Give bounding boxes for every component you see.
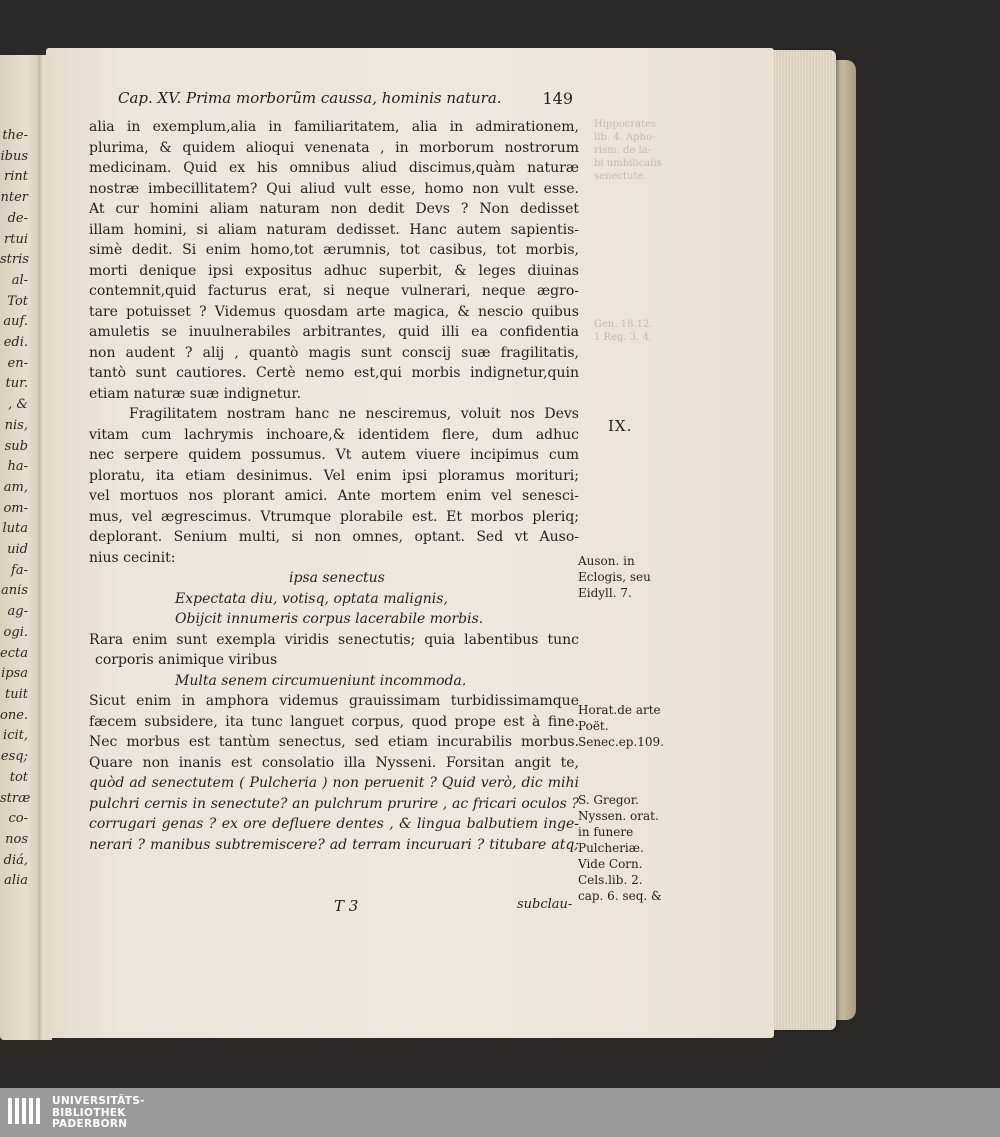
left-fragment: auf.	[3, 314, 28, 330]
text-line: alia in exemplum,alia in familiaritatem, alia in admirationem,	[89, 119, 579, 135]
text-line: illam homini, si aliam naturam dedisset. Hanc autem sapientis-	[89, 221, 579, 238]
verse-line: Multa senem circumueniunt incommoda.	[175, 672, 467, 689]
text-line: corrugari genas ? ex ore defluere dentes , & lingua balbutiem inge-	[89, 816, 579, 832]
left-fragment: the-	[2, 128, 28, 143]
section-number: IX.	[608, 417, 633, 435]
left-fragment: edi.	[3, 335, 28, 351]
verse-line: Expectata diu, votisq, optata malignis,	[175, 590, 448, 607]
left-fragment: ecta	[0, 645, 28, 661]
text-line: non audent ? alij , quantò magis sunt conscij suæ fragilitatis,	[89, 344, 579, 361]
left-fragment: en-	[7, 355, 28, 371]
verse-line: Obijcit innumeris corpus lacerabile morbis.	[175, 611, 484, 627]
left-fragment: , &	[8, 397, 28, 413]
margin-note-gregor-3: in funere	[578, 825, 634, 839]
catchword: subclau-	[517, 897, 573, 912]
margin-note-auson-1: Auson. in	[578, 554, 635, 568]
text-line: etiam naturæ suæ indignetur.	[89, 385, 302, 402]
text-line: vitam cum lachrymis inchoare,& identidem flere, dum adhuc	[89, 426, 579, 443]
text-line: Nec morbus est tantùm senectus, sed etiam incurabilis morbus.	[89, 734, 579, 750]
logo-line: BIBLIOTHEK	[52, 1106, 126, 1119]
left-fragment: icit,	[3, 728, 28, 744]
text-line: contemnit,quid facturus erat, si neque vulnerari, neque ægro-	[89, 283, 579, 299]
left-fragment: alia	[4, 873, 28, 889]
footer-bar	[0, 1088, 1000, 1137]
show-through-note-top: Hippocrates lib. 4. Apho- rism. de la- bi umbilicalis senectute.	[594, 119, 662, 182]
left-fragment: rint	[4, 169, 28, 185]
text-line: nerari ? manibus subtremiscere? ad terram incuruari ? titubare atq;	[89, 836, 579, 853]
text-line: nius cecinit:	[89, 549, 176, 566]
left-fragment: one.	[0, 707, 29, 723]
margin-note-auson-2: Eclogis, seu	[578, 570, 651, 584]
margin-note-auson-3: Eidyll. 7.	[578, 586, 632, 600]
left-fragment: fa-	[11, 562, 28, 578]
text-line: tantò sunt cautiores. Certè nemo est,qui morbis indignetur,quin	[89, 365, 579, 381]
text-line: Fragilitatem nostram hanc ne nesciremus, voluit nos Devs	[129, 406, 579, 422]
text-line: Rara enim sunt exempla viridis senectutis; quia labentibus tunc	[89, 631, 579, 648]
text-line: simè dedit. Si enim homo,tot ærumnis, tot casibus, tot morbis,	[89, 242, 579, 258]
left-fragment: ipsa	[1, 666, 28, 682]
page-edges	[766, 50, 836, 1030]
body-text	[89, 117, 579, 855]
verse-line: ipsa senectus	[289, 570, 385, 586]
text-line: medicinam. Quid ex his omnibus aliud discimus,quàm naturæ	[89, 160, 579, 176]
left-fragment: anis	[1, 583, 28, 599]
library-logo-text	[52, 1096, 145, 1131]
running-title: Cap. XV. Prima morborũm caussa, hominis natura.	[118, 89, 502, 107]
left-fragment: ha-	[7, 459, 28, 475]
library-logo-icon	[6, 1094, 46, 1132]
margin-note-gregor-1: S. Gregor.	[578, 793, 639, 807]
text-line: At cur homini aliam naturam non dedit Devs ? Non dedisset	[89, 201, 579, 217]
left-fragment: al-	[11, 272, 28, 288]
left-fragment: nis,	[4, 417, 28, 433]
text-line: deplorant. Senium multi, si non omnes, optant. Sed vt Auso-	[89, 529, 579, 545]
text-line: Quare non inanis est consolatio illa Nysseni. Forsitan angit te,	[89, 754, 579, 771]
left-fragment: rtui	[4, 231, 28, 247]
left-fragment: luta	[2, 521, 28, 537]
text-line: amuletis se inuulnerabiles arbitrantes, quid illi ea confidentia	[89, 324, 579, 340]
left-fragment: diá,	[3, 852, 28, 868]
left-fragment: esq;	[0, 749, 28, 765]
left-fragment: Tot	[7, 293, 28, 309]
text-line: nostræ imbecillitatem? Qui aliud vult esse, homo non vult esse.	[89, 180, 579, 197]
left-fragment: nter	[0, 190, 28, 206]
text-line: quòd ad senectutem ( Pulcheria ) non peruenit ? Quid verò, dic mihi	[89, 775, 579, 791]
left-fragment: am,	[3, 479, 28, 495]
signature-mark: T 3	[334, 897, 359, 915]
logo-line: UNIVERSITÄTS-	[52, 1095, 145, 1107]
margin-note-gregor-6: Cels.lib. 2.	[578, 873, 643, 887]
left-fragment: ogi.	[3, 624, 28, 640]
left-fragment: de-	[7, 210, 28, 226]
text-line: pulchri cernis in senectute? an pulchrum prurire , ac fricari oculos ?	[89, 795, 579, 812]
margin-note-gregor-5: Vide Corn.	[578, 857, 643, 871]
margin-note-gregor-7: cap. 6. seq. &	[578, 889, 662, 903]
left-fragment: ag-	[7, 604, 28, 620]
margin-note-gregor-2: Nyssen. orat.	[578, 809, 659, 823]
margin-note-horat-2: Poët.	[578, 719, 609, 733]
margin-note-horat-1: Horat.de arte	[578, 703, 661, 717]
left-fragment: uid	[7, 542, 28, 558]
text-line: plurima, & quidem alioqui venenata , in morborum nostrorum	[89, 139, 579, 156]
page-number: 149	[542, 89, 573, 108]
left-fragment: tur.	[5, 376, 28, 392]
text-line: fæcem subsidere, ita tunc languet corpus, quod prope est à fine.	[89, 713, 579, 730]
text-line: tare potuisset ? Videmus quosdam arte magica, & nescio quibus	[89, 303, 579, 320]
left-fragment: stris	[0, 252, 29, 268]
text-line: Sicut enim in amphora videmus grauissimam turbidissimamque	[89, 693, 579, 709]
margin-note-gregor-4: Pulcheriæ.	[578, 841, 644, 855]
text-line: ploratu, ita etiam desinimus. Vel enim ipsi ploramus morituri;	[89, 467, 579, 484]
text-line: mus, vel ægrescimus. Vtrumque plorabile est. Et morbos pleriq;	[89, 508, 579, 525]
left-fragment: nos	[5, 831, 28, 847]
left-fragment: sub	[4, 438, 28, 454]
left-fragment: co-	[8, 811, 28, 827]
left-fragment: stræ	[0, 790, 31, 806]
text-line: nec serpere quidem possumus. Vt autem viuere incipimus cum	[89, 447, 579, 463]
running-header	[118, 89, 573, 113]
left-fragment: om-	[3, 500, 28, 516]
text-line: vel mortuos nos plorant amici. Ante mortem enim vel senesci-	[89, 488, 579, 504]
left-fragment: tot	[9, 769, 28, 785]
text-line: corporis animique viribus	[95, 652, 278, 668]
left-fragment: ibus	[0, 148, 28, 164]
logo-line: PADERBORN	[52, 1118, 128, 1130]
text-line: morti denique ipsi expositus adhuc superbit, & leges diuinas	[89, 262, 579, 279]
margin-note-senec: Senec.ep.109.	[578, 735, 665, 749]
show-through-note-mid: Gen. 18.12. 1 Reg. 3. 4.	[594, 319, 653, 343]
left-fragment: tuit	[5, 686, 28, 702]
